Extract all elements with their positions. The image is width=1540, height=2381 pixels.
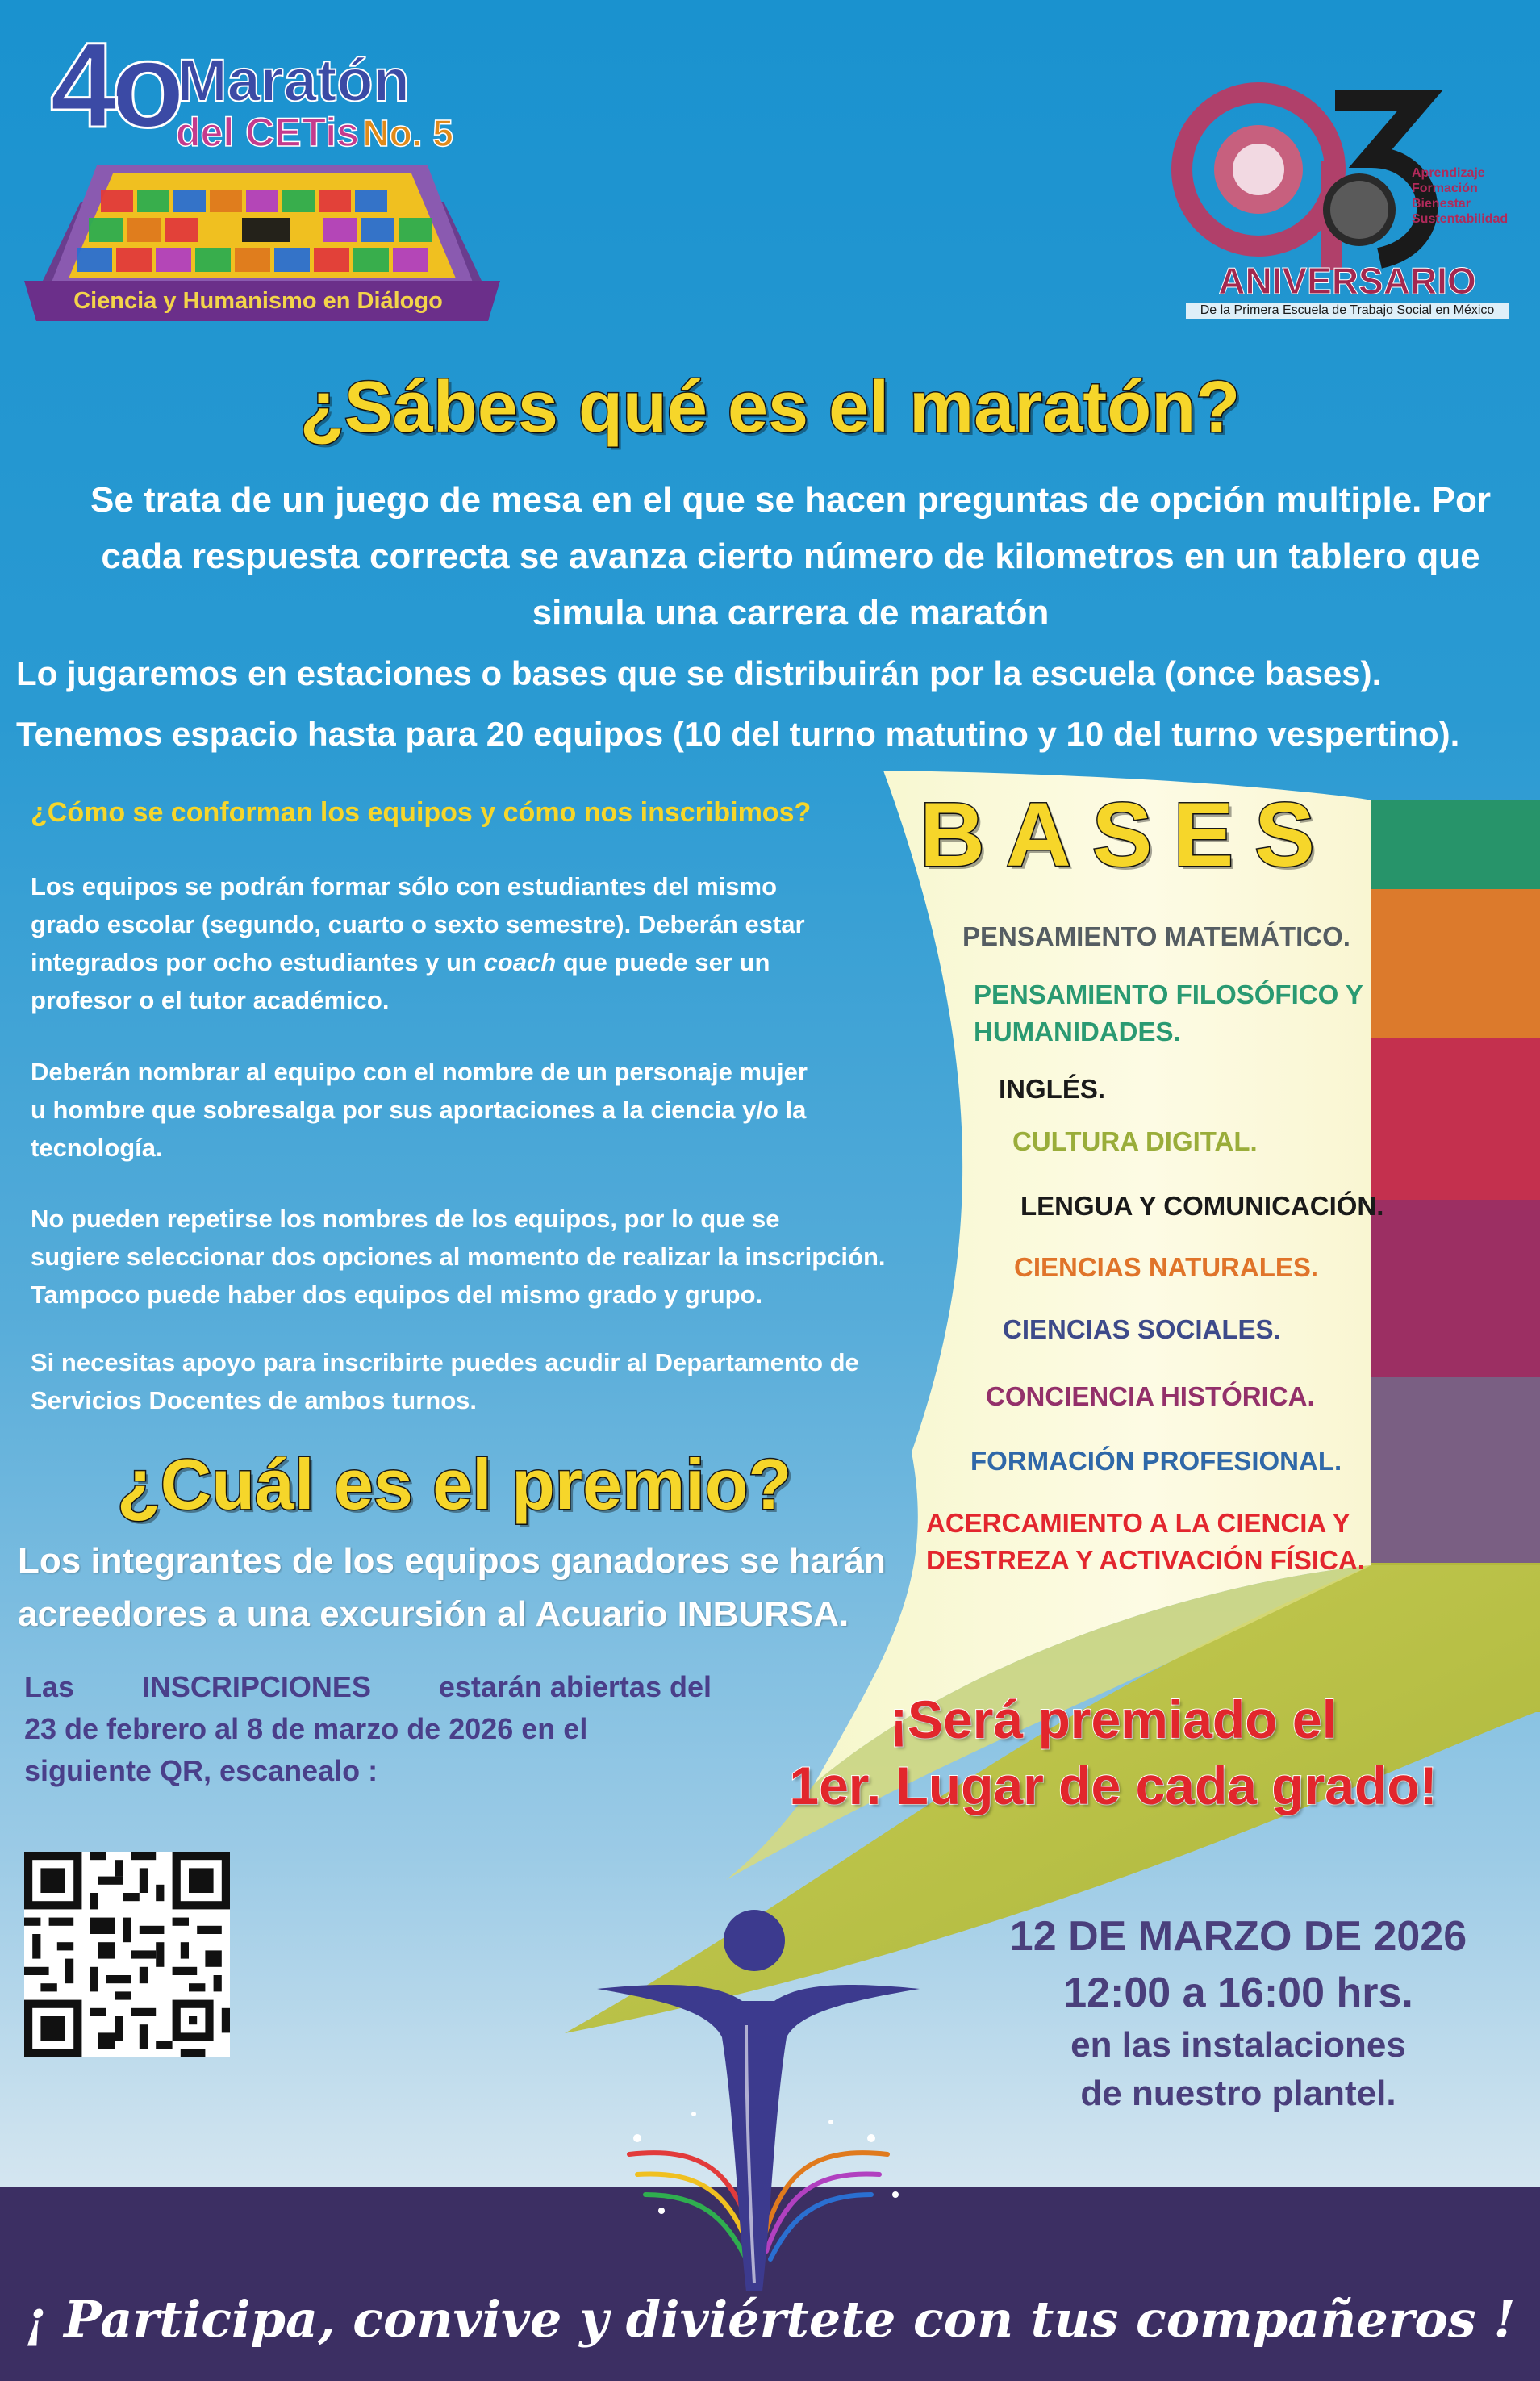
- qr-code[interactable]: [24, 1852, 230, 2057]
- base-item-3: [999, 1071, 1105, 1108]
- prize-description: [18, 1535, 886, 1641]
- award-line-1: ¡Será premiado el: [890, 1690, 1337, 1749]
- logo-cetis: [176, 111, 453, 164]
- teams-paragraph-2: [31, 1053, 808, 1167]
- teams-p1-line-4: profesor o el tutor académico.: [31, 986, 390, 1014]
- logo-cetis-number: No. 5: [362, 112, 453, 154]
- base-item-9: [970, 1443, 1342, 1480]
- base-item-5-text: LENGUA Y COMUNICACIÓN.: [1020, 1191, 1384, 1221]
- logo-tagline: Ciencia y Humanismo en Diálogo: [73, 288, 443, 314]
- base-item-8: [986, 1378, 1315, 1415]
- award-line-2: 1er. Lugar de cada grado!: [789, 1756, 1438, 1815]
- teams-paragraph-3: [31, 1200, 886, 1314]
- registration-line-3: siguiente QR, escanealo :: [24, 1754, 378, 1787]
- event-time: 12:00 a 16:00 hrs.: [1063, 1970, 1413, 2016]
- intro-heading: ¿Sábes qué es el maratón?: [299, 367, 1241, 448]
- base-item-1-text: PENSAMIENTO MATEMÁTICO.: [962, 921, 1350, 951]
- pillar-2: Formación: [1412, 182, 1478, 195]
- base-item-7: [1003, 1311, 1281, 1348]
- logo-number: 4o: [50, 17, 179, 152]
- base-item-10-text-2: DESTREZA Y ACTIVACIÓN FÍSICA.: [926, 1545, 1365, 1575]
- base-item-2: [974, 976, 1363, 1051]
- base-item-7-text: CIENCIAS SOCIALES.: [1003, 1314, 1281, 1344]
- teams-p1-line-3: [31, 943, 805, 981]
- teams-paragraph-4: [31, 1343, 859, 1419]
- coach-word: coach: [483, 948, 557, 976]
- teams-p3-line-2: sugiere seleccionar dos opciones al momento de realizar la inscripción.: [31, 1243, 886, 1271]
- registration-highlight: INSCRIPCIONES: [141, 1670, 371, 1703]
- aniversario-title: ANIVERSARIO: [1218, 260, 1476, 302]
- intro-teams: Tenemos espacio hasta para 20 equipos (10 del turno matutino y 10 del turno vespertino).: [16, 715, 1460, 753]
- base-item-8-text: CONCIENCIA HISTÓRICA.: [986, 1381, 1315, 1411]
- aniversario-subtitle: De la Primera Escuela de Trabajo Social en México: [1186, 303, 1509, 319]
- prize-line-1: Los integrantes de los equipos ganadores se harán: [18, 1541, 886, 1581]
- intro-description: [48, 472, 1533, 641]
- logo-title: Maratón: [177, 47, 410, 114]
- event-place-2: de nuestro plantel.: [1080, 2074, 1396, 2113]
- registration-text: [24, 1666, 718, 1792]
- teams-p2-line-3: tecnología.: [31, 1134, 163, 1162]
- registration-line-2: 23 de febrero al 8 de marzo de 2026 en el: [24, 1712, 588, 1745]
- intro-line-3: simula una carrera de maratón: [532, 593, 1050, 633]
- intro-line-1: Se trata de un juego de mesa en el que se hacen preguntas de opción multiple. Por: [90, 480, 1491, 520]
- base-item-9-text: FORMACIÓN PROFESIONAL.: [970, 1446, 1342, 1476]
- teams-p3-line-1: No pueden repetirse los nombres de los equipos, por lo que se: [31, 1205, 780, 1233]
- teams-p3-line-3: Tampoco puede haber dos equipos del mismo grado y grupo.: [31, 1280, 763, 1309]
- event-details: [968, 1908, 1509, 2118]
- teams-p1-line-1: Los equipos se podrán formar sólo con estudiantes del mismo: [31, 872, 778, 900]
- pillar-1: Aprendizaje: [1412, 166, 1485, 180]
- teams-p2-line-2: u hombre que sobresalga por sus aportaciones a la ciencia y/o la: [31, 1096, 807, 1124]
- intro-line-2: cada respuesta correcta se avanza cierto número de kilometros en un tablero que: [101, 537, 1480, 576]
- prize-heading: ¿Cuál es el premio?: [117, 1444, 792, 1524]
- teams-p2-line-1: Deberán nombrar al equipo con el nombre de un personaje mujer: [31, 1058, 808, 1086]
- base-item-2-text: PENSAMIENTO FILOSÓFICO Y: [974, 980, 1363, 1009]
- base-item-10-text: ACERCAMIENTO A LA CIENCIA Y: [926, 1508, 1350, 1538]
- teams-p1-line-2: grado escolar (segundo, cuarto o sexto semestre). Deberán estar: [31, 910, 805, 938]
- bases-title: BASES: [920, 784, 1336, 885]
- base-item-10: [926, 1505, 1365, 1579]
- footer-slogan: ¡ Participa, convive y diviértete con tus compañeros !: [24, 2290, 1516, 2349]
- intro-stations: Lo jugaremos en estaciones o bases que se distribuirán por la escuela (once bases).: [16, 654, 1382, 692]
- base-item-6: [1014, 1249, 1318, 1286]
- base-item-6-text: CIENCIAS NATURALES.: [1014, 1252, 1319, 1282]
- registration-line-1: [24, 1666, 712, 1708]
- base-item-2-text-2: HUMANIDADES.: [974, 1017, 1181, 1046]
- base-item-3-text: INGLÉS.: [999, 1074, 1106, 1104]
- teams-paragraph-1: [31, 867, 805, 1019]
- pillar-4: Sustentabilidad: [1412, 212, 1509, 226]
- base-item-4: [1012, 1123, 1258, 1160]
- event-place-1: en las instalaciones: [1070, 2025, 1406, 2065]
- event-date: 12 DE MARZO DE 2026: [1009, 1913, 1467, 1960]
- aniversario-pillars: [1412, 165, 1517, 227]
- pillar-3: Bienestar: [1412, 197, 1471, 211]
- logo-cetis-text: del CETis: [176, 110, 359, 155]
- award-text: [710, 1686, 1517, 1819]
- teams-p4-line-1: Si necesitas apoyo para inscribirte puedes acudir al Departamento de: [31, 1348, 859, 1376]
- teams-p1-line-3b: que puede ser un: [562, 948, 770, 976]
- base-item-1: [962, 918, 1350, 955]
- prize-line-2: acreedores a una excursión al Acuario INBURSA.: [18, 1594, 849, 1634]
- teams-p1-line-3a: integrados por ocho estudiantes y un: [31, 948, 477, 976]
- teams-question: ¿Cómo se conforman los equipos y cómo nos inscribimos?: [31, 797, 812, 828]
- base-item-4-text: CULTURA DIGITAL.: [1012, 1126, 1258, 1156]
- registration-line-1c: estarán abiertas del: [438, 1670, 712, 1703]
- figure-illustration: [581, 1904, 936, 2308]
- registration-line-1a: Las: [24, 1670, 75, 1703]
- teams-p4-line-2: Servicios Docentes de ambos turnos.: [31, 1386, 478, 1414]
- base-item-5: [1020, 1188, 1383, 1225]
